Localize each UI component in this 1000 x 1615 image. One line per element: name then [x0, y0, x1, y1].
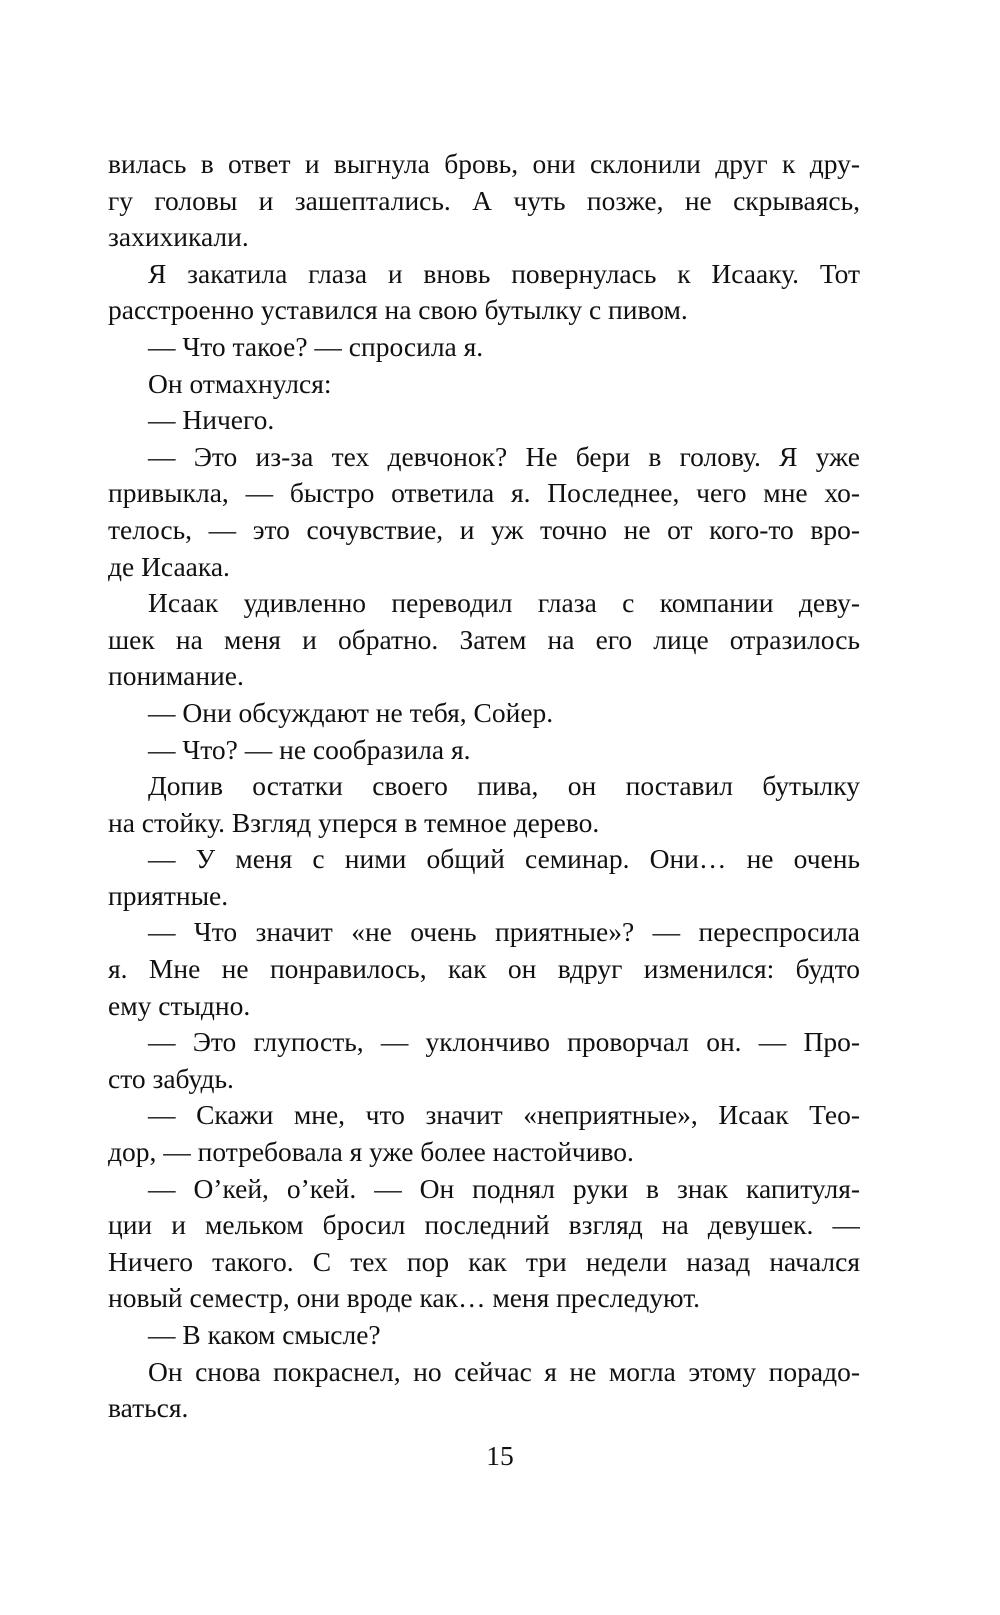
text-line: я. Мне не понравилось, как он вдруг изменился: будто: [108, 953, 860, 985]
text-line: — Это глупость, — уклончиво проворчал он. — Про-: [148, 1026, 860, 1058]
text-line: на стойку. Взгляд уперся в темное дерево.: [108, 806, 600, 838]
text-line: Он отмахнулся:: [148, 367, 332, 399]
text-line: расстроенно уставился на свою бутылку с пивом.: [108, 294, 688, 326]
text-line: телось, — это сочувствие, и уж точно не от кого-то вро-: [108, 513, 860, 545]
text-line: Он снова покраснел, но сейчас я не могла этому порадо-: [148, 1355, 860, 1387]
text-line: — Скажи мне, что значит «неприятные», Исаак Тео-: [148, 1099, 860, 1131]
text-line: Ничего такого. С тех пор как три недели назад начался: [108, 1245, 860, 1277]
text-line: приятные.: [108, 879, 229, 911]
text-line: понимание.: [108, 660, 244, 692]
text-line: Исаак удивленно переводил глаза с компании деву-: [148, 587, 860, 619]
text-line: дор, — потребовала я уже более настойчиво.: [108, 1136, 634, 1168]
text-line: шек на меня и обратно. Затем на его лице отразилось: [108, 623, 860, 655]
text-line: Я закатила глаза и вновь повернулась к Исааку. Тот: [148, 257, 860, 289]
text-line: де Исаака.: [108, 550, 230, 582]
text-line: ваться.: [108, 1392, 189, 1424]
text-line: гу головы и зашептались. А чуть позже, не скрываясь,: [108, 184, 860, 216]
text-line: привыкла, — быстро ответила я. Последнее, чего мне хо-: [108, 477, 860, 509]
text-line: — Ничего.: [148, 404, 275, 436]
text-line: новый семестр, они вроде как… меня преследуют.: [108, 1282, 701, 1314]
text-line: — Что значит «не очень приятные»? — переспросила: [148, 916, 860, 948]
text-line: — Они обсуждают не тебя, Сойер.: [148, 696, 554, 728]
text-line: Допив остатки своего пива, он поставил бутылку: [148, 770, 860, 802]
text-line: сто забудь.: [108, 1062, 234, 1094]
text-line: — В каком смысле?: [148, 1319, 381, 1350]
text-line: ции и мельком бросил последний взгляд на девушек. —: [108, 1209, 860, 1241]
text-line: — Что? — не сообразила я.: [148, 733, 471, 765]
page-number: 15: [486, 1440, 514, 1471]
text-line: захихикали.: [108, 221, 249, 253]
text-line: — Это из-за тех девчонок? Не бери в голову. Я уже: [148, 440, 860, 472]
text-line: — О’кей, о’кей. — Он поднял руки в знак капитуля-: [148, 1172, 860, 1204]
text-line: — Что такое? — спросила я.: [148, 330, 484, 362]
text-line: ему стыдно.: [108, 989, 251, 1021]
page-body-text: [108, 146, 860, 1427]
text-line: — У меня с ними общий семинар. Они… не очень: [148, 843, 860, 875]
text-line: вилась в ответ и выгнула бровь, они склонили друг к дру-: [108, 148, 860, 179]
